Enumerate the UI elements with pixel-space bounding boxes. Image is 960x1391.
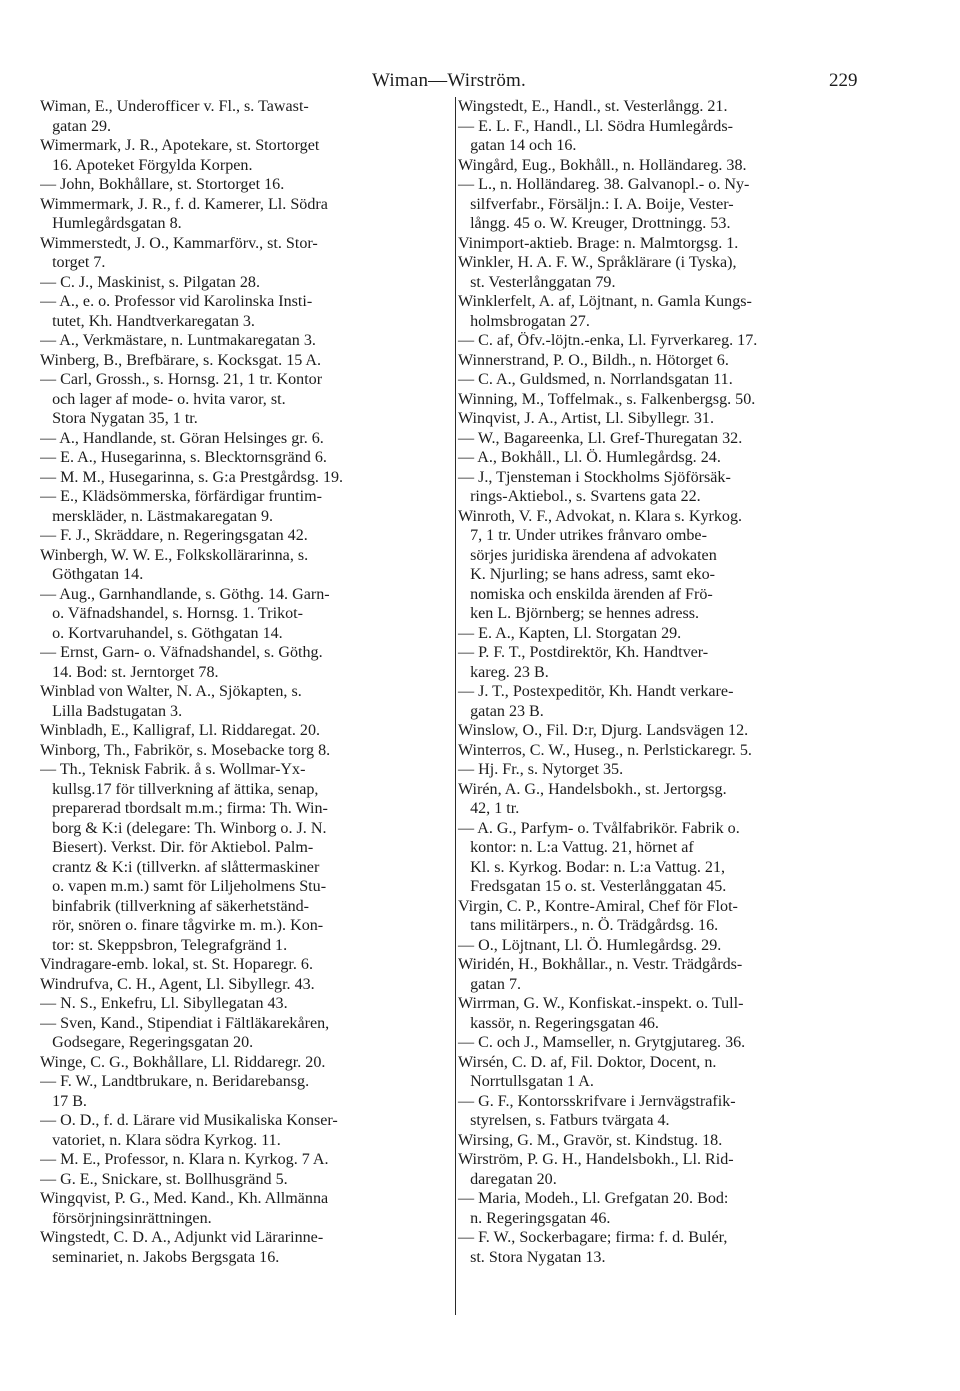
directory-entry-line: seminariet, n. Jakobs Bergsgata 16. bbox=[40, 1248, 280, 1266]
directory-entry-line: st. Stora Nygatan 13. bbox=[458, 1248, 606, 1266]
directory-entry-line: — C. och J., Mamseller, n. Grytgjutareg. 36. bbox=[458, 1034, 746, 1051]
directory-entry-line: o. Kortvaruhandel, s. Göthgatan 14. bbox=[40, 624, 283, 642]
directory-entry-line: — E. L. F., Handl., Ll. Södra Humlegårds- bbox=[458, 117, 733, 135]
directory-entry-line: Biesert). Verkst. Dir. för Aktiebol. Palm- bbox=[40, 839, 314, 856]
directory-entry-line: Godsegare, Regeringsgatan 20. bbox=[40, 1034, 254, 1051]
directory-entry-line: Wingstedt, C. D. A., Adjunkt vid Lärarinne- bbox=[40, 1229, 324, 1246]
directory-entry-line: — A., e. o. Professor vid Karolinska Insti- bbox=[40, 293, 313, 310]
directory-entry-line: torget 7. bbox=[40, 254, 106, 271]
directory-entry-line: tor: st. Skeppsbron, Telegrafgränd 1. bbox=[40, 936, 288, 954]
directory-entry-line: — M. M., Husegarinna, s. G:a Prestgårdsg. 19. bbox=[40, 468, 344, 486]
directory-entry-line: — Ernst, Garn- o. Väfnadshandel, s. Göthg. bbox=[40, 644, 323, 661]
directory-entry-line: — John, Bokhållare, st. Stortorget 16. bbox=[40, 176, 285, 193]
directory-entry-line: — Maria, Modeh., Ll. Grefgatan 20. Bod: bbox=[458, 1190, 729, 1207]
directory-entry-line: Wimmerstedt, J. O., Kammarförv., st. Stor- bbox=[40, 234, 318, 252]
directory-entry-line: tans militärpers., n. Ö. Trädgårdsg. 16. bbox=[458, 917, 719, 934]
directory-entry-line: Winqvist, J. A., Artist, Ll. Sibyllegr. 31. bbox=[458, 410, 714, 427]
directory-entry-line: Wirström, P. G. H., Handelsbokh., Ll. Rid- bbox=[458, 1151, 734, 1168]
directory-entry-line: o. Väfnadshandel, s. Hornsg. 1. Trikot- bbox=[40, 605, 304, 622]
running-head bbox=[0, 70, 960, 94]
directory-entry-line: — Aug., Garnhandlande, s. Göthg. 14. Garn- bbox=[40, 585, 330, 603]
running-title: Wiman—Wirström. bbox=[372, 70, 526, 91]
directory-entry-line: — F. W., Landtbrukare, n. Beridarebansg. bbox=[40, 1073, 310, 1090]
directory-entry-line: — W., Bagareenka, Ll. Gref-Thuregatan 32. bbox=[458, 429, 743, 447]
directory-entry-line: — Sven, Kand., Stipendiat i Fältläkarekåren, bbox=[40, 1014, 330, 1032]
directory-entry-line: — L., n. Holländareg. 38. Galvanopl.- o. Ny- bbox=[458, 176, 750, 193]
directory-entry-line: o. vapen m.m.) samt för Liljeholmens Stu- bbox=[40, 878, 327, 895]
directory-entry-line: kareg. 23 B. bbox=[458, 663, 549, 681]
directory-entry-line: gatan 14 och 16. bbox=[458, 137, 577, 154]
directory-entry-line: Wiman, E., Underofficer v. Fl., s. Tawast- bbox=[40, 98, 309, 115]
directory-entry-line: binfabrik (tillverkning af säkerhetständ- bbox=[40, 897, 310, 915]
directory-entry-line: och lager af mode- o. hvita varor, st. bbox=[40, 390, 286, 408]
directory-entry-line: borg & K:i (delegare: Th. Winborg o. J. N. bbox=[40, 819, 327, 837]
directory-entry-line: gatan 29. bbox=[40, 117, 112, 135]
directory-entry-line: styrelsen, s. Fatburs tvärgata 4. bbox=[458, 1112, 670, 1129]
directory-entry-line: Winslow, O., Fil. D:r, Djurg. Landsvägen 12. bbox=[458, 722, 749, 739]
right-column bbox=[455, 97, 876, 1315]
directory-entry-line: ken L. Björnberg; se hennes adress. bbox=[458, 605, 700, 622]
directory-entry-line: — E. A., Kapten, Ll. Storgatan 29. bbox=[458, 624, 682, 642]
directory-entry-line: — G. E., Snickare, st. Bollhusgränd 5. bbox=[40, 1170, 288, 1188]
directory-entry-line: — C. af, Öfv.-löjtn.-enka, Ll. Fyrverkareg. 17. bbox=[458, 332, 758, 349]
directory-entry-line: rör, snören o. finare tågvirke m. m.). Kon- bbox=[40, 917, 324, 934]
directory-entry-line: Vindragare-emb. lokal, st. St. Hoparegr. 6. bbox=[40, 956, 314, 973]
directory-entry-line: Wirén, A. G., Handelsbokh., st. Jertorgsg. bbox=[458, 780, 727, 798]
directory-entry-line: Wingård, Eug., Bokhåll., n. Holländareg. 38. bbox=[458, 156, 747, 174]
page-number: 229 bbox=[829, 70, 858, 91]
directory-entry-line: — Th., Teknisk Fabrik. å s. Wollmar-Yx- bbox=[40, 761, 306, 778]
directory-entry-line: Wirsing, G. M., Gravör, st. Kindstug. 18. bbox=[458, 1131, 723, 1149]
directory-entry-line: Winge, C. G., Bokhållare, Ll. Riddaregr. 20. bbox=[40, 1053, 326, 1071]
directory-entry-line: nomiska och enskilda ärenden af Frö- bbox=[458, 585, 713, 603]
directory-entry-line: — E. A., Husegarinna, s. Blecktornsgränd 6. bbox=[40, 449, 327, 466]
directory-entry-line: — F. J., Skräddare, n. Regeringsgatan 42. bbox=[40, 527, 308, 544]
directory-entry-line: Winbergh, W. W. E., Folkskollärarinna, s. bbox=[40, 546, 309, 564]
directory-entry-line: Wimermark, J. R., Apotekare, st. Stortorget bbox=[40, 137, 320, 154]
directory-entry-line: — O., Löjtnant, Ll. Ö. Humlegårdsg. 29. bbox=[458, 936, 722, 954]
directory-entry-line: Wimmermark, J. R., f. d. Kamerer, Ll. Södra bbox=[40, 195, 328, 213]
directory-entry-line: rings-Aktiebol., s. Svartens gata 22. bbox=[458, 488, 701, 505]
directory-entry-line: kassör, n. Regeringsgatan 46. bbox=[458, 1014, 659, 1032]
directory-entry-line: Winnerstrand, P. O., Bildh., n. Hötorget 6. bbox=[458, 351, 729, 369]
directory-entry-line: Winroth, V. F., Advokat, n. Klara s. Kyrkog. bbox=[458, 507, 743, 525]
directory-entry-line: — F. W., Sockerbagare; firma: f. d. Bulér, bbox=[458, 1229, 728, 1246]
directory-entry-line: Winblad von Walter, N. A., Sjökapten, s. bbox=[40, 683, 302, 700]
directory-entry-line: Winborg, Th., Fabrikör, s. Mosebacke torg 8. bbox=[40, 741, 331, 759]
directory-entry-line: K. Njurling; se hans adress, samt eko- bbox=[458, 566, 716, 583]
directory-entry-line: sörjes juridiska ärendena af advokaten bbox=[458, 546, 717, 564]
directory-entry-line: Winterros, C. W., Huseg., n. Perlstickaregr. 5. bbox=[458, 741, 752, 759]
directory-entry-line: Lilla Badstugatan 3. bbox=[40, 702, 183, 720]
directory-entry-line: — A. G., Parfym- o. Tvålfabrikör. Fabrik o. bbox=[458, 819, 740, 837]
directory-entry-line: 16. Apoteket Förgylda Korpen. bbox=[40, 156, 253, 174]
directory-entry-line: Winkler, H. A. F. W., Språklärare (i Tyska), bbox=[458, 254, 737, 271]
directory-entry-line: — O. D., f. d. Lärare vid Musikaliska Konser- bbox=[40, 1112, 338, 1129]
directory-entry-line: 7, 1 tr. Under utrikes frånvaro ombe- bbox=[458, 527, 707, 544]
directory-entry-line: kontor: n. L:a Vattug. 21, hörnet af bbox=[458, 839, 694, 856]
directory-entry-line: Windrufva, C. H., Agent, Ll. Sibyllegr. 43. bbox=[40, 975, 315, 993]
directory-entry-line: holmsbrogatan 27. bbox=[458, 312, 590, 330]
directory-entry-line: — A., Verkmästare, n. Luntmakaregatan 3. bbox=[40, 332, 316, 349]
directory-entry-line: långg. 45 o. W. Kreuger, Drottningg. 53. bbox=[458, 215, 731, 232]
directory-entry-line: — J., Tjensteman i Stockholms Sjöförsäk- bbox=[458, 468, 731, 486]
directory-entry-line: Stora Nygatan 35, 1 tr. bbox=[40, 410, 198, 427]
directory-entry-line: daregatan 20. bbox=[458, 1170, 557, 1188]
directory-entry-line: Norrtullsgatan 1 A. bbox=[458, 1073, 594, 1090]
directory-entry-line: n. Regeringsgatan 46. bbox=[458, 1209, 611, 1227]
directory-entry-line: — Carl, Grossh., s. Hornsg. 21, 1 tr. Kontor bbox=[40, 371, 323, 388]
directory-entry-line: tutet, Kh. Handtverkaregatan 3. bbox=[40, 312, 255, 330]
directory-entry-line: — G. F., Kontorsskrifvare i Jernvägstrafik- bbox=[458, 1092, 736, 1110]
directory-entry-line: — Hj. Fr., s. Nytorget 35. bbox=[458, 761, 624, 778]
directory-entry-line: 17 B. bbox=[40, 1092, 87, 1110]
directory-entry-line: Virgin, C. P., Kontre-Amiral, Chef för Flot- bbox=[458, 897, 738, 915]
directory-entry-line: — A., Handlande, st. Göran Helsinges gr. 6. bbox=[40, 429, 324, 447]
directory-entry-line: gatan 23 B. bbox=[458, 702, 544, 720]
directory-entry-line: silfverfabr., Försäljn.: I. A. Boije, Vester- bbox=[458, 195, 734, 213]
directory-entry-line: Winklerfelt, A. af, Löjtnant, n. Gamla Kungs- bbox=[458, 293, 752, 310]
directory-entry-line: vatoriet, n. Klara södra Kyrkog. 11. bbox=[40, 1131, 281, 1149]
directory-entry-line: st. Vesterlånggatan 79. bbox=[458, 273, 616, 291]
directory-entry-line: 14. Bod: st. Jerntorget 78. bbox=[40, 663, 219, 681]
directory-entry-line: Wirrman, G. W., Konfiskat.-inspekt. o. Tull- bbox=[458, 995, 744, 1012]
directory-entry-line: — P. F. T., Postdirektör, Kh. Handtver- bbox=[458, 644, 709, 661]
directory-entry-line: Wingstedt, E., Handl., st. Vesterlångg. 21. bbox=[458, 98, 728, 115]
directory-entry-line: Wirsén, C. D. af, Fil. Doktor, Docent, n. bbox=[458, 1053, 717, 1071]
directory-entry-line: Göthgatan 14. bbox=[40, 566, 144, 583]
directory-entry-line: Vinimport-aktieb. Brage: n. Malmtorgsg. 1. bbox=[458, 234, 739, 252]
directory-entry-line: — N. S., Enkefru, Ll. Sibyllegatan 43. bbox=[40, 995, 288, 1012]
directory-entry-line: preparerad tbordsalt m.m.; firma: Th. Win- bbox=[40, 800, 328, 817]
left-column bbox=[40, 97, 448, 1267]
directory-entry-line: Winbladh, E., Kalligraf, Ll. Riddaregat. 20. bbox=[40, 722, 321, 739]
directory-entry-line: — C. A., Guldsmed, n. Norrlandsgatan 11. bbox=[458, 371, 733, 388]
directory-entry-line: — C. J., Maskinist, s. Pilgatan 28. bbox=[40, 273, 260, 291]
directory-entry-line: Humlegårdsgatan 8. bbox=[40, 215, 182, 232]
directory-entry-line: — A., Bokhåll., Ll. Ö. Humlegårdsg. 24. bbox=[458, 449, 721, 466]
directory-entry-line: 42, 1 tr. bbox=[458, 800, 520, 817]
directory-entry-line: försörjningsinrättningen. bbox=[40, 1209, 212, 1227]
directory-entry-line: Wiridén, H., Bokhållar., n. Vestr. Trädgårds- bbox=[458, 956, 743, 973]
directory-entry-line: Winberg, B., Brefbärare, s. Kocksgat. 15 A. bbox=[40, 351, 322, 369]
directory-entry-line: Kl. s. Kyrkog. Bodar: n. L:a Vattug. 21, bbox=[458, 858, 726, 876]
directory-entry-line: Winning, M., Toffelmak., s. Falkenbergsg. 50. bbox=[458, 390, 756, 408]
directory-entry-line: gatan 7. bbox=[458, 975, 522, 993]
directory-entry-line: Fredsgatan 15 o. st. Vesterlånggatan 45. bbox=[458, 878, 727, 895]
directory-entry-line: — E., Klädsömmerska, förfärdigar fruntim- bbox=[40, 488, 323, 505]
directory-entry-line: crantz & K:i (tillverkn. af slåttermaskiner bbox=[40, 858, 320, 876]
directory-entry-line: — J. T., Postexpeditör, Kh. Handt verkare- bbox=[458, 683, 734, 700]
directory-entry-line: merskläder, n. Lästmakaregatan 9. bbox=[40, 507, 274, 525]
directory-entry-line: Wingqvist, P. G., Med. Kand., Kh. Allmänna bbox=[40, 1190, 329, 1207]
directory-entry-line: — M. E., Professor, n. Klara n. Kyrkog. 7 A. bbox=[40, 1151, 329, 1168]
directory-entry-line: kullsg.17 för tillverkning af ättika, senap, bbox=[40, 780, 319, 798]
